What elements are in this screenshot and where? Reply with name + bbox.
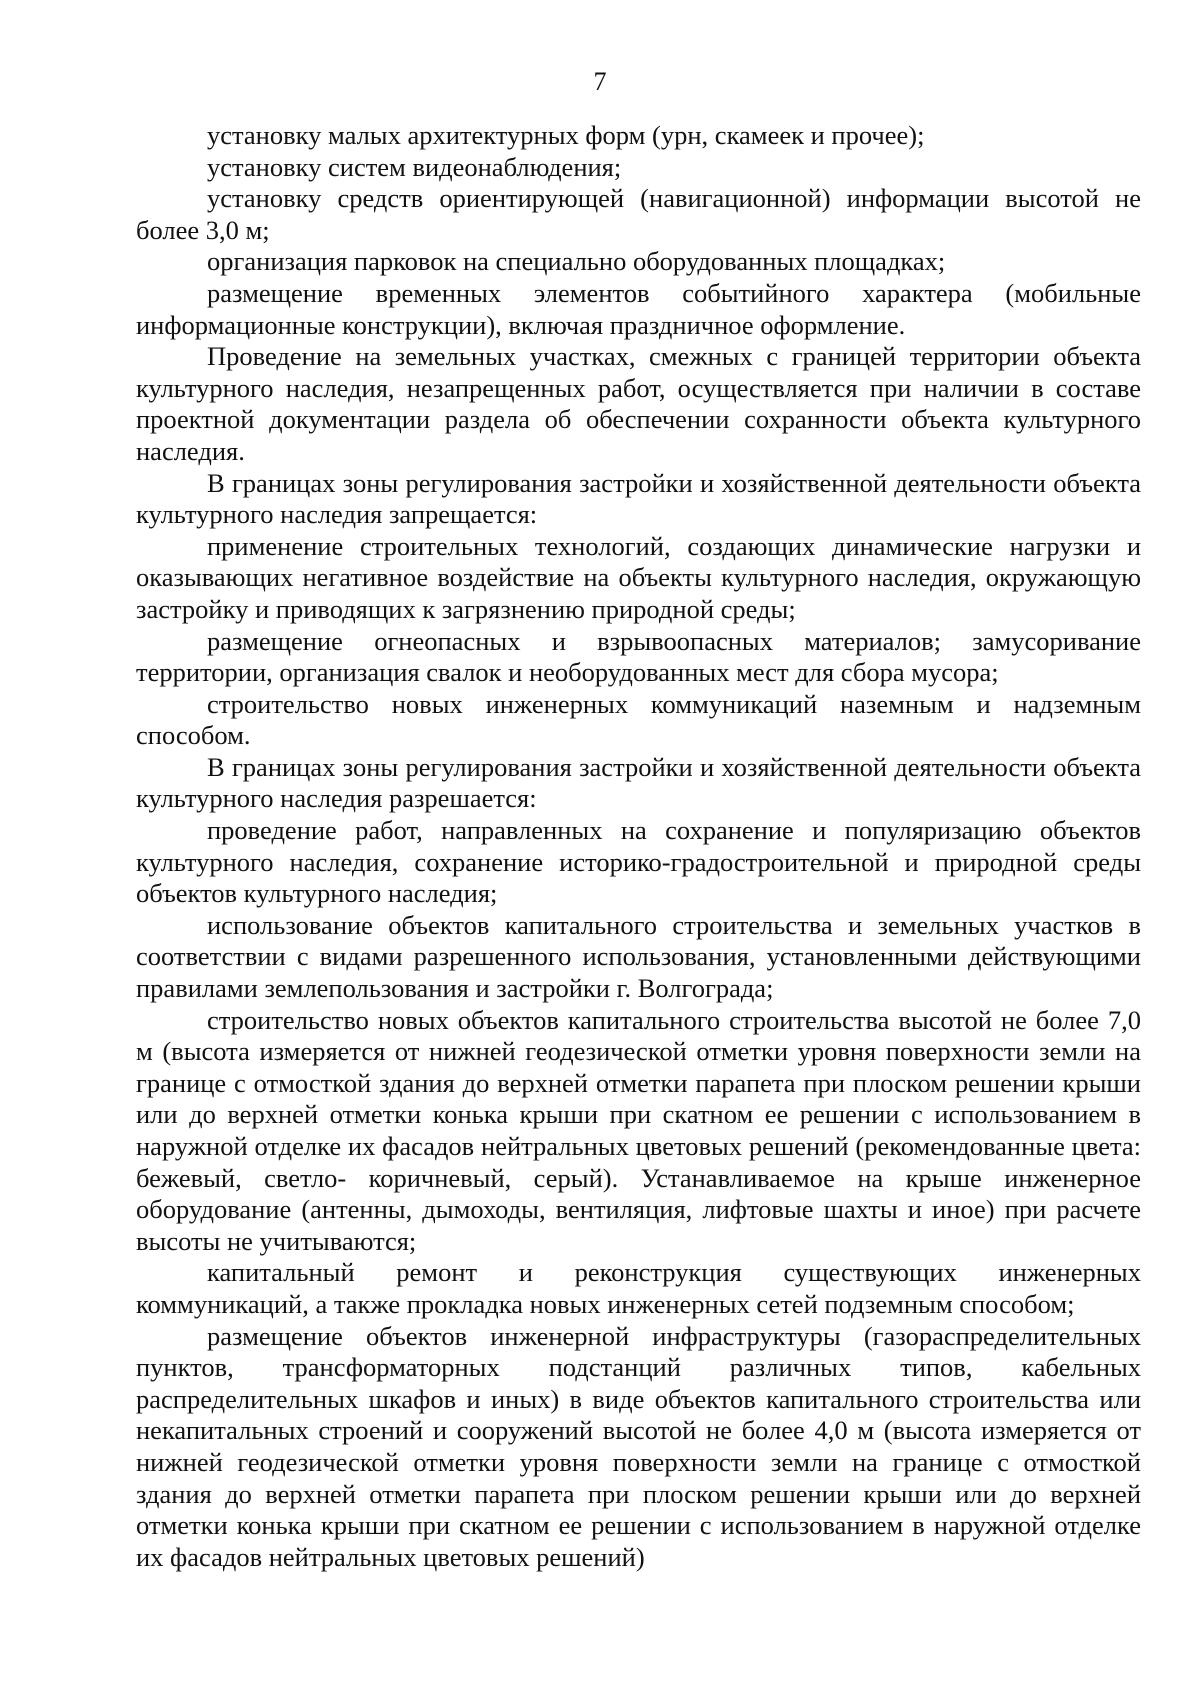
paragraph: размещение временных элементов событийного характера (мобильные информационные конструкции), включая праздничное оформление. — [136, 277, 1141, 340]
paragraph: В границах зоны регулирования застройки и хозяйственной деятельности объекта культурного наследия разрешается: — [136, 751, 1141, 814]
paragraph: установку средств ориентирующей (навигационной) информации высотой не более 3,0 м; — [136, 183, 1141, 245]
paragraph: использование объектов капитального строительства и земельных участков в соответствии с видами разрешенного использования, установленными действующими правилами землепользования и застройки г. Волгограда; — [136, 909, 1141, 1004]
paragraph: организация парковок на специально оборудованных площадках; — [207, 246, 946, 277]
paragraph: размещение объектов инженерной инфраструктуры (газораспределительных пунктов, трансформаторных подстанций различных типов, кабельных распределительных шкафов и иных) в виде объектов капитального строительства или некапитальных строений и сооружений высотой не более 4,0 м (высота измеряется от нижней геодезической отметки уровня поверхности земли на границе с отмосткой здания до верхней отметки парапета при плоском решении крыши или до верхней отметки конька крыши при скатном ее решении с использованием в наружной отделке их фасадов нейтральных цветовых решений) — [136, 1320, 1141, 1572]
paragraph: строительство новых объектов капитального строительства высотой не более 7,0 м (высота измеряется от нижней геодезической отметки уровня поверхности земли на границе с отмосткой здания до верхней отметки парапета при плоском решении крыши или до верхней отметки конька крыши при скатном ее решении с использованием в наружной отделке их фасадов нейтральных цветовых решений (рекомендованные цвета: бежевый, светло- коричневый, серый). Устанавливаемое на крыше инженерное оборудование (антенны, дымоходы, вентиляция, лифтовые шахты и иное) при расчете высоты не учитываются; — [136, 1004, 1141, 1256]
paragraph: применение строительных технологий, создающих динамические нагрузки и оказывающих негативное воздействие на объекты культурного наследия, окружающую застройку и приводящих к загрязнению природной среды; — [136, 530, 1141, 624]
page-number: 7 — [593, 67, 607, 96]
paragraph: В границах зоны регулирования застройки и хозяйственной деятельности объекта культурного наследия запрещается: — [136, 467, 1141, 530]
paragraph: размещение огнеопасных и взрывоопасных материалов; замусоривание территории, организация свалок и необорудованных мест для сбора мусора; — [136, 625, 1141, 688]
paragraph: строительство новых инженерных коммуникаций наземным и надземным способом. — [136, 688, 1141, 751]
paragraph: установку малых архитектурных форм (урн, скамеек и прочее); — [207, 120, 925, 150]
paragraph: Проведение на земельных участках, смежных с границей территории объекта культурного наследия, незапрещенных работ, осуществляется при наличии в составе проектной документации раздела об обеспечении сохранности объекта культурного наследия. — [136, 341, 1141, 466]
paragraph: установку систем видеонаблюдения; — [207, 151, 622, 182]
document-body — [136, 120, 1141, 1573]
paragraph: проведение работ, направленных на сохранение и популяризацию объектов культурного наследия, сохранение историко-градостроительной и природной среды объектов культурного наследия; — [136, 815, 1141, 909]
paragraph: капитальный ремонт и реконструкция существующих инженерных коммуникаций, а также прокладка новых инженерных сетей подземным способом; — [136, 1257, 1141, 1319]
